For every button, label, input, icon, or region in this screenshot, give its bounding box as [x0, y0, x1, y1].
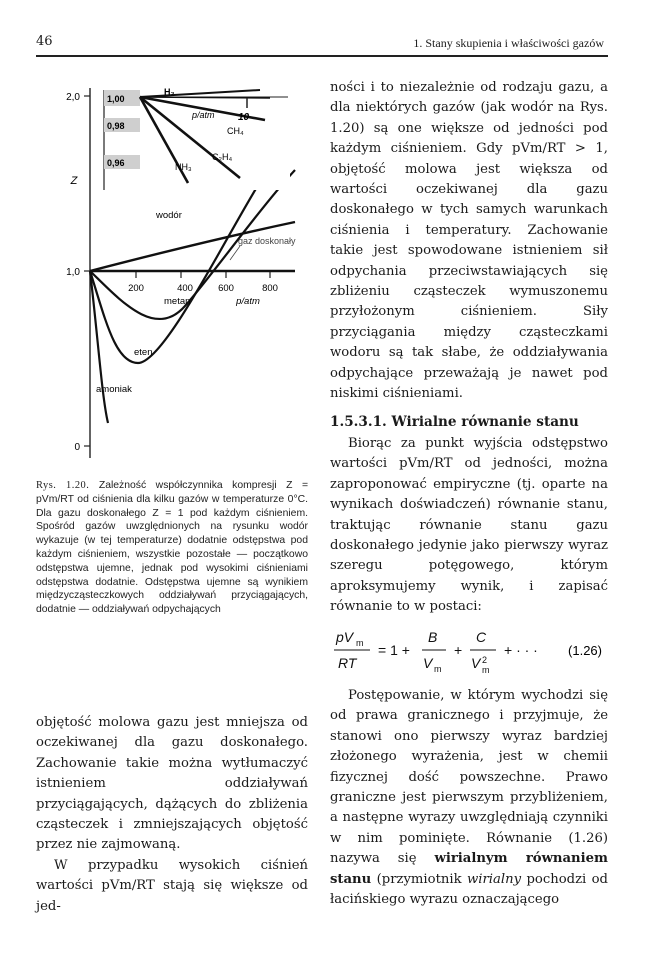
svg-text:m: m [356, 638, 364, 648]
y-tick-1: 1,0 [66, 267, 80, 278]
y-tick-0: 0 [74, 442, 80, 453]
svg-text:2: 2 [482, 655, 488, 665]
section-heading: 1.5.3.1. Wirialne równanie stanu [330, 414, 579, 430]
svg-text:C: C [476, 629, 487, 645]
left-paragraph-2: W przypadku wysokich ciśnień wartości pVm/RT stają się większe od jed- [36, 857, 308, 914]
inset-x-unit: p/atm [192, 110, 215, 120]
equation-number: (1.26) [568, 643, 602, 658]
caption-text: Zależność współczynnika kompresji Z = pVm/RT od ciśnienia dla kilku gazów w temperaturze 0°C. Dla gazu doskonałego Z = 1 pod każdym ciśnieniem. Spośród gazów uwzględnionych na rysunku wodór wykazuje (w tej temperaturze) dodatnie odstępstwa pod każdym ciśnieniem, wszystkie pozostałe — początkowo odstępstwa ujemne, jednak pod wysokimi ciśnieniami odstępstwa dodatnie. Odstępstwa ujemne są wynikiem międzycząsteczkowych oddziaływań przyciągających, dodatnie — oddziaływań odpychających [36, 480, 309, 616]
header-rule [36, 55, 608, 57]
label-methane: metan [164, 296, 191, 307]
inset-y-tick-100: 1,00 [107, 94, 125, 104]
page-number: 46 [36, 34, 53, 49]
left-column-text [36, 713, 308, 917]
label-ideal-gas: gaz doskonały [238, 236, 296, 246]
svg-text:= 1 +: = 1 + [378, 642, 410, 658]
inset-chart [100, 87, 290, 190]
svg-text:+ · · ·: + · · · [504, 642, 538, 658]
p3-italic-term: wirialny [466, 871, 522, 887]
running-title: 1. Stany skupienia i właściwości gazów [413, 36, 604, 50]
svg-text:B: B [428, 629, 438, 645]
figure-caption [36, 479, 308, 617]
left-paragraph-1: objętość molowa gazu jest mniejsza od oczekiwanej dla gazu doskonałego. Zachowanie takie można wytłumaczyć istnieniem oddziaływań przyciągających, dążących do zbliżenia cząsteczek i zmniejszających objętość przez nie zajmowaną. [36, 715, 308, 853]
label-ammonia: amoniak [96, 384, 132, 395]
inset-label-nh3: NH₃ [175, 162, 192, 172]
p3-part1: Postępowanie, w którym wychodzi się od prawa granicznego i przyjmuje, że stanowi ono pierwszy wyraz bardziej złożonego wyrażenia, jest w chemii fizycznej dość powszechne. Prawo graniczne jest pierwszym przybliżeniem, a następne wyrazy uwzględniają czynniki w nim pominięte. Równanie (1.26) nazywa się [330, 688, 608, 867]
right-paragraph-2-block [330, 434, 608, 618]
p3-part3: pochodzi od łacińskiego wyrazu oznaczającego [330, 871, 609, 908]
svg-text:m: m [434, 664, 442, 674]
svg-text:pV: pV [336, 629, 354, 645]
svg-text:+: + [454, 642, 463, 658]
caption-label: Rys. 1.20. [36, 480, 90, 491]
right-column-text [330, 78, 608, 405]
inset-label-ch4: CH₄ [227, 126, 244, 136]
right-paragraph-1: ności i to niezależnie od rodzaju gazu, a dla niektórych gazów (jak wodór na Rys. 1.20) są one większe od jedności pod każdym ciśnieniem. Gdy pVm/RT > 1, objętość molowa jest większa od wartości oczekiwanej dla gazu doskonałego w tych samych warunkach ciśnienia i temperatury. Zachowanie takie jest spowodowane istnieniem sił odpychania przeciwstawiających się zbliżeniu cząsteczek wymuszonemu przyłożonym ciśnieniem. Siły przyciągania między cząsteczkami wodoru są tak słabe, że oddziaływania odpychające przeważają je nawet pod niskimi ciśnieniami. [330, 80, 608, 402]
svg-text:V: V [471, 655, 481, 671]
label-ethene: eten [134, 347, 153, 358]
x-axis-unit: p/atm [236, 296, 260, 307]
x-tick-200: 200 [128, 283, 144, 294]
svg-text:V: V [423, 655, 433, 671]
inset-x-tick-10: 10 [238, 112, 250, 123]
right-paragraph-3-block [330, 686, 608, 910]
hydrogen-curve [90, 222, 295, 271]
ethene-curve [90, 174, 265, 363]
ammonia-curve [90, 271, 108, 423]
inset-label-c2h4: C₂H₄ [212, 152, 233, 162]
compression-factor-figure [60, 78, 310, 460]
inset-top-curve [140, 97, 270, 98]
section-heading-block [330, 414, 608, 430]
inset-y-tick-096: 0,96 [107, 158, 125, 168]
right-paragraph-2: Biorąc za punkt wyjścia odstępstwo wartości pVm/RT od jedności, można zaproponować empiryczne (tj. oparte na wynikach doświadczeń) równanie stanu, traktując równanie stanu gazu doskonałego jedynie jako pierwszy wyraz szeregu potęgowego, którym aproksymujemy wynik, i zapisać równanie to w postaci: [330, 436, 608, 615]
label-hydrogen: wodór [156, 210, 182, 221]
y-axis-label: Z [70, 175, 78, 187]
p3-part2: (przymiotnik [376, 871, 462, 887]
svg-text:RT: RT [338, 655, 357, 671]
x-tick-400: 400 [177, 283, 193, 294]
x-tick-800: 800 [262, 283, 278, 294]
equation-1-26 [330, 624, 608, 676]
y-tick-2: 2,0 [66, 92, 80, 103]
right-paragraph-3 [330, 686, 608, 910]
svg-text:m: m [482, 665, 490, 675]
p3-bold-term: wirialnym równaniem stanu [330, 851, 608, 887]
inset-label-h2: H₂ [164, 87, 175, 97]
inset-y-tick-098: 0,98 [107, 121, 125, 131]
x-tick-600: 600 [218, 283, 234, 294]
